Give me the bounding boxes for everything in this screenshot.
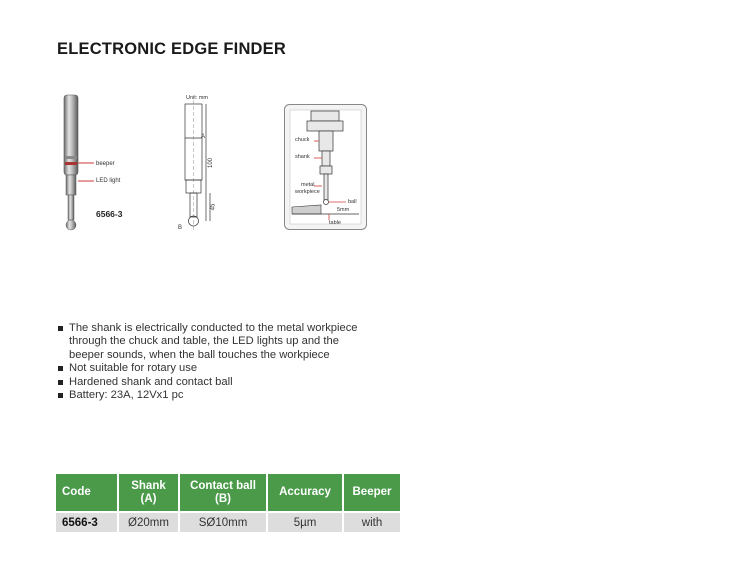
feature-item xyxy=(56,362,358,375)
ball-label: ball xyxy=(348,199,357,205)
feature-item xyxy=(56,335,358,348)
dim-100-label: 100 xyxy=(208,157,215,169)
metal-label: metal xyxy=(301,182,315,188)
usage-diagram xyxy=(284,104,367,230)
feature-item xyxy=(56,389,358,402)
dim-45-label: 45 xyxy=(210,203,217,211)
spec-table xyxy=(56,474,400,532)
edge-finder-illustration xyxy=(55,90,135,240)
feature-text: Hardened shank and contact ball xyxy=(69,375,233,388)
dim-b-label: B xyxy=(178,225,183,231)
header-shank-line2: (A) xyxy=(140,492,157,505)
model-number-label: 6566-3 xyxy=(96,209,123,219)
cell-contact-ball: SØ10mm xyxy=(179,512,267,532)
feature-list xyxy=(56,322,358,402)
cell-accuracy: 5µm xyxy=(267,512,343,532)
dim-a-label: A xyxy=(201,134,206,140)
page-title: ELECTRONIC EDGE FINDER xyxy=(57,40,286,58)
dimension-drawing-svg xyxy=(168,100,223,235)
cell-shank: Ø20mm xyxy=(118,512,179,532)
dimension-drawing xyxy=(168,100,223,235)
bullet-marker xyxy=(58,326,63,331)
header-beeper: Beeper xyxy=(343,474,400,512)
header-shank-line1: Shank xyxy=(131,479,166,492)
led-light-label: LED light xyxy=(96,178,121,184)
table-label: table xyxy=(329,220,341,226)
cell-beeper: with xyxy=(343,512,400,532)
header-contact-ball-line1: Contact ball xyxy=(190,479,256,492)
beeper-label: beeper xyxy=(96,161,115,167)
header-code: Code xyxy=(56,474,118,512)
table-row xyxy=(56,512,400,532)
product-photo xyxy=(55,90,135,240)
shank-label: shank xyxy=(295,154,310,160)
feature-text: Battery: 23A, 12Vx1 pc xyxy=(69,389,184,402)
header-contact-ball xyxy=(179,474,267,512)
spec-table-header-row xyxy=(56,474,400,512)
feature-item xyxy=(56,376,358,389)
header-contact-ball-line2: (B) xyxy=(215,492,231,505)
bullet-marker xyxy=(58,380,63,385)
feature-item xyxy=(56,349,358,362)
workpiece-label: workpiece xyxy=(295,189,320,195)
feature-item xyxy=(56,322,358,335)
feature-text: beeper sounds, when the ball touches the workpiece xyxy=(69,348,330,361)
feature-text: Not suitable for rotary use xyxy=(69,362,198,375)
bullet-marker xyxy=(58,366,63,371)
bullet-marker xyxy=(58,393,63,398)
unit-label: Unit: mm xyxy=(186,95,208,101)
gap-label: 5mm xyxy=(337,207,350,213)
cell-code: 6566-3 xyxy=(56,512,118,532)
header-accuracy: Accuracy xyxy=(267,474,343,512)
header-shank xyxy=(118,474,179,512)
usage-diagram-svg xyxy=(284,104,367,230)
feature-text: through the chuck and table, the LED lights up and the xyxy=(69,335,339,348)
chuck-label: chuck xyxy=(295,137,310,143)
feature-text: The shank is electrically conducted to the metal workpiece xyxy=(69,322,358,334)
